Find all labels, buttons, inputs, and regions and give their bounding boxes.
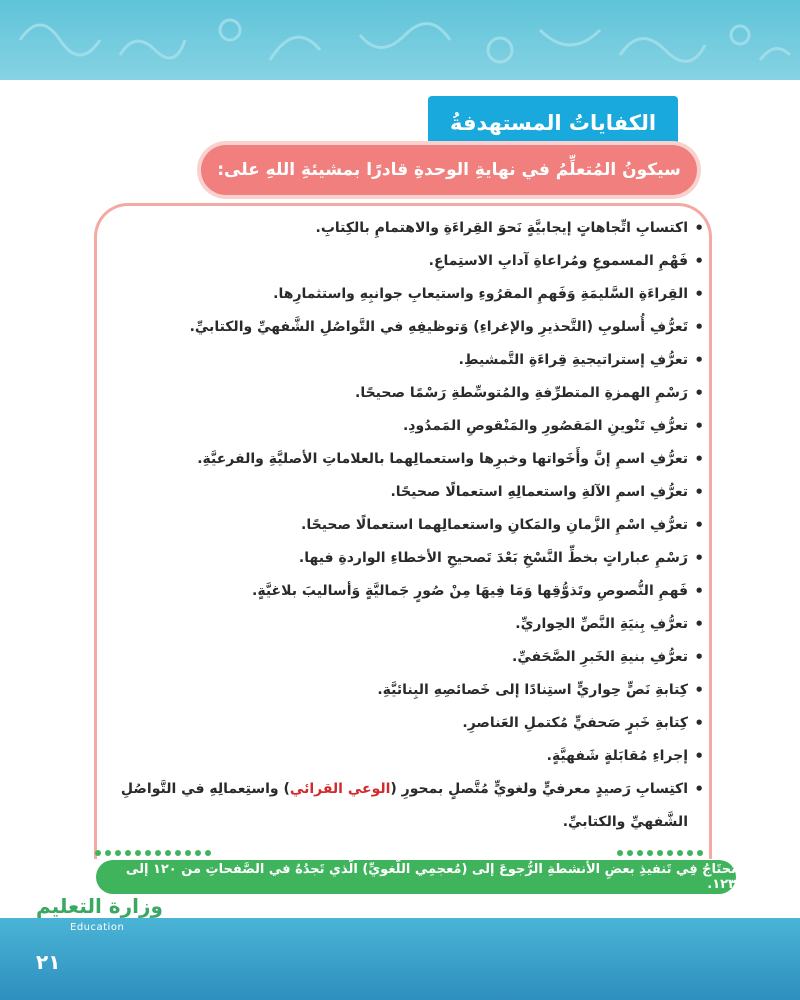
page-number: ٢١: [36, 950, 61, 974]
list-item: • تعرُّفِ تَنْوينِ المَقصُورِ والمَنْقوصِ المَمدُودِ.: [104, 410, 704, 443]
highlighted-axis-name: الوعي القرائي: [289, 781, 391, 797]
list-item: • تعرُّفِ اسْمِ الزَّمانِ والمَكانِ واستعمالِهما استعمالًا صحيحًا.: [104, 509, 704, 542]
list-item-text-before: اكتِسابِ رَصيدٍ معرفيٍّ ولغويٍّ مُتَّصلٍ بمحورِ (: [390, 781, 688, 797]
list-item: • كِتابةِ نَصٍّ حِواريٍّ استِنادًا إلى خَصائصِهِ البِنائيَّةِ.: [104, 674, 704, 707]
list-item: • رَسْمِ الهمزةِ المتطرِّفةِ والمُتوسِّطةِ رَسْمًا صحيحًا.: [104, 377, 704, 410]
list-item: • تعرُّفِ اسمِ الآلةِ واستعمالِهِ استعمالًا صحيحًا.: [104, 476, 704, 509]
dictionary-note: تَحتَاجُ فِي تَنفيذِ بعضِ الأنشطةِ الرُّجوعَ إلى (مُعجمِي اللُّغويِّ) الَّذي تَجدُهُ في الصَّفحاتِ من ١٢٠ إلى ١٢٣.: [96, 860, 736, 894]
list-item: • تَعرُّفِ أُسلوبِ (التَّحذيرِ والإغراءِ) وَتوظيفِهِ في التَّواصُلِ الشَّفهيِّ والكتابيِّ.: [104, 311, 704, 344]
list-item: • فَهْمِ المسموعِ ومُراعاةِ آدابِ الاستِماعِ.: [104, 245, 704, 278]
list-item-text-after: ) واستِعمالِهِ في التَّواصُلِ الشَّفهيِّ والكتابيِّ.: [120, 781, 688, 830]
ministry-logo: وزارة التعليم: [36, 894, 163, 918]
list-item: • تعرُّفِ بِنيَةِ النَّصِّ الحِواريِّ.: [104, 608, 704, 641]
unit-intro-banner: سيكونُ المُتعلِّمُ في نهايةِ الوحدةِ قادرًا بمشيئةِ اللهِ على:: [201, 145, 697, 195]
list-item: • اكتسابِ اتِّجاهاتٍ إيجابيَّةٍ نَحوَ القِراءَةِ والاهتمامِ بالكِتابِ.: [104, 212, 704, 245]
competencies-list: [104, 212, 704, 839]
list-item: • إجراءِ مُقابَلةٍ شَفهيَّةٍ.: [104, 740, 704, 773]
calligraphy-pattern-icon: [0, 0, 800, 80]
list-item: • تعرُّفِ اسمِ إنَّ وأَخَواتها وخبرِها واستعمالِهما بالعلاماتِ الأصليَّةِ والفرعيَّةِ.: [104, 443, 704, 476]
list-item: • فَهمِ النُّصوصِ وتَذوُّقِها وَمَا فِيهَا مِنْ صُورٍ جَماليَّةٍ وَأساليبَ بلاغيَّةٍ.: [104, 575, 704, 608]
page-title: الكفاياتُ المستهدفةُ: [428, 96, 678, 150]
list-item: • رَسْمِ عباراتٍ بخطِّ النَّسْخِ بَعْدَ تَصحيحِ الأخطاءِ الواردةِ فيها.: [104, 542, 704, 575]
ministry-logo-english: Education: [70, 922, 125, 933]
list-item: • كِتابةِ خَبرٍ صَحفيٍّ مُكتملِ العَناصرِ.: [104, 707, 704, 740]
list-item-last: [104, 773, 704, 839]
list-item: • تعرُّفِ إستراتيجيةِ قِراءَةِ التَّمشيطِ.: [104, 344, 704, 377]
list-item: • تعرُّفِ بنيةِ الخَبرِ الصَّحَفيِّ.: [104, 641, 704, 674]
list-item: • القِراءَةِ السَّليمَةِ وَفَهمِ المقرُوءِ واستيعابِ جوانبِهِ واستثمارِها.: [104, 278, 704, 311]
top-decorative-band: [0, 0, 800, 80]
